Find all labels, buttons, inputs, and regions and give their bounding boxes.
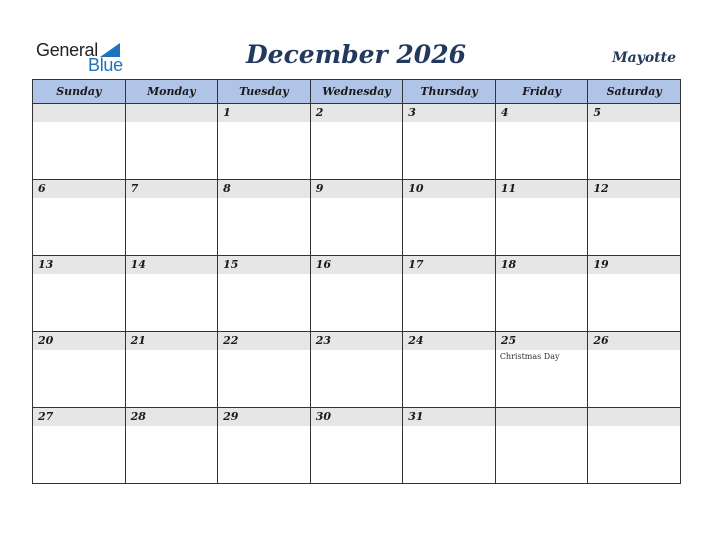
weekday-thursday: Thursday	[403, 80, 496, 104]
day-cell-23	[310, 332, 403, 408]
week-row	[33, 332, 681, 408]
day-number: 6	[33, 180, 125, 198]
day-cell-2	[310, 104, 403, 180]
day-number: 12	[588, 180, 680, 198]
weekday-friday: Friday	[495, 80, 588, 104]
day-number: 17	[403, 256, 495, 274]
day-cell-30	[310, 408, 403, 484]
day-cell-5	[588, 104, 681, 180]
holiday-label: Christmas Day	[499, 352, 560, 361]
day-number	[496, 408, 588, 426]
day-number: 27	[33, 408, 125, 426]
day-cell-10	[403, 180, 496, 256]
day-cell-25	[495, 332, 588, 408]
day-number: 16	[311, 256, 403, 274]
day-cell-15	[218, 256, 311, 332]
day-number: 20	[33, 332, 125, 350]
day-cell-26	[588, 332, 681, 408]
day-cell-24	[403, 332, 496, 408]
week-row	[33, 408, 681, 484]
day-number	[126, 104, 218, 122]
day-cell-8	[218, 180, 311, 256]
day-cell-17	[403, 256, 496, 332]
day-number	[33, 104, 125, 122]
day-cell-12	[588, 180, 681, 256]
week-row	[33, 104, 681, 180]
day-cell-21	[125, 332, 218, 408]
empty-day-cell	[33, 104, 126, 180]
day-number: 13	[33, 256, 125, 274]
day-number: 21	[126, 332, 218, 350]
day-cell-3	[403, 104, 496, 180]
day-number: 24	[403, 332, 495, 350]
day-number: 9	[311, 180, 403, 198]
day-number: 31	[403, 408, 495, 426]
day-cell-11	[495, 180, 588, 256]
day-number: 10	[403, 180, 495, 198]
day-number: 19	[588, 256, 680, 274]
day-cell-1	[218, 104, 311, 180]
day-number: 23	[311, 332, 403, 350]
weekday-monday: Monday	[125, 80, 218, 104]
day-number: 3	[403, 104, 495, 122]
day-number: 14	[126, 256, 218, 274]
day-number: 28	[126, 408, 218, 426]
day-number: 4	[496, 104, 588, 122]
empty-day-cell	[588, 408, 681, 484]
day-cell-22	[218, 332, 311, 408]
day-cell-27	[33, 408, 126, 484]
day-number: 22	[218, 332, 310, 350]
day-cell-18	[495, 256, 588, 332]
day-cell-4	[495, 104, 588, 180]
week-row	[33, 256, 681, 332]
day-number	[588, 408, 680, 426]
day-number: 1	[218, 104, 310, 122]
day-number: 8	[218, 180, 310, 198]
day-number: 2	[311, 104, 403, 122]
day-number: 11	[496, 180, 588, 198]
day-cell-16	[310, 256, 403, 332]
day-number: 15	[218, 256, 310, 274]
day-number: 30	[311, 408, 403, 426]
weekday-wednesday: Wednesday	[310, 80, 403, 104]
day-cell-14	[125, 256, 218, 332]
day-cell-9	[310, 180, 403, 256]
weekday-tuesday: Tuesday	[218, 80, 311, 104]
day-cell-13	[33, 256, 126, 332]
day-number: 7	[126, 180, 218, 198]
day-cell-7	[125, 180, 218, 256]
day-cell-6	[33, 180, 126, 256]
day-number: 26	[588, 332, 680, 350]
day-cell-31	[403, 408, 496, 484]
weekday-header-row	[33, 80, 681, 104]
calendar-title: December 2026	[245, 40, 466, 69]
region-label: Mayotte	[612, 50, 676, 66]
empty-day-cell	[495, 408, 588, 484]
day-number: 29	[218, 408, 310, 426]
week-row	[33, 180, 681, 256]
day-cell-28	[125, 408, 218, 484]
day-cell-29	[218, 408, 311, 484]
empty-day-cell	[125, 104, 218, 180]
logo-text-general: General	[36, 40, 98, 60]
day-cell-19	[588, 256, 681, 332]
day-number: 5	[588, 104, 680, 122]
weekday-sunday: Sunday	[33, 80, 126, 104]
logo-text-blue: Blue	[88, 55, 123, 75]
day-number: 25	[496, 332, 588, 350]
day-number: 18	[496, 256, 588, 274]
calendar-grid	[32, 79, 681, 484]
day-cell-20	[33, 332, 126, 408]
weekday-saturday: Saturday	[588, 80, 681, 104]
